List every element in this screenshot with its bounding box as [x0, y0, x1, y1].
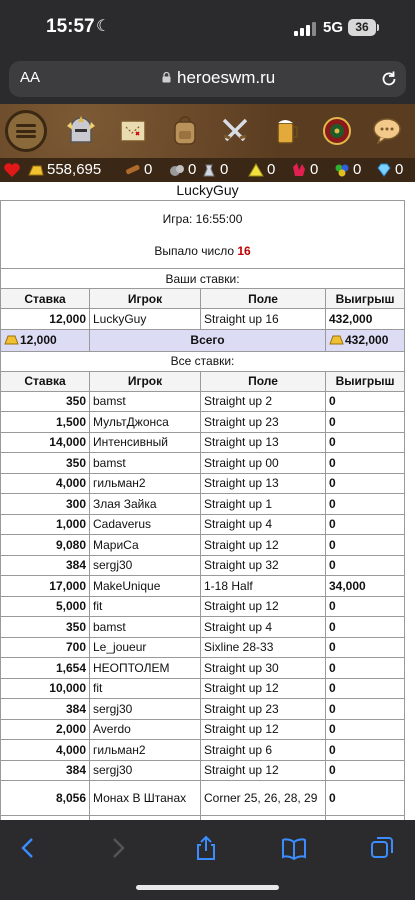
- bookmarks-icon[interactable]: [280, 834, 308, 862]
- crystals-icon: [290, 161, 308, 179]
- diamond-icon: [375, 161, 393, 179]
- forward-icon[interactable]: [104, 834, 132, 862]
- player-nick: LuckyGuy: [176, 182, 239, 198]
- bet-amount: 700: [1, 637, 90, 658]
- heart-icon: [3, 161, 21, 179]
- reload-icon[interactable]: [379, 69, 399, 89]
- total-bet: 12,000: [20, 333, 57, 347]
- table-row: [1, 535, 405, 556]
- bet-win: 0: [326, 596, 405, 617]
- table-row: [1, 412, 405, 433]
- backpack-icon[interactable]: [162, 108, 208, 154]
- signal-icon: [294, 22, 316, 36]
- wood-resource: [124, 160, 152, 180]
- bet-amount: 1,000: [1, 514, 90, 535]
- gems-icon: [333, 161, 351, 179]
- crystals-value: 0: [310, 161, 319, 178]
- bet-player[interactable]: sergj30: [90, 699, 201, 720]
- status-time: 15:57: [46, 16, 95, 37]
- back-icon[interactable]: [14, 834, 42, 862]
- bet-player[interactable]: гильман2: [90, 473, 201, 494]
- header-player: Игрок: [90, 289, 201, 309]
- bet-win: 0: [326, 719, 405, 740]
- bet-field: Straight up 23: [201, 412, 326, 433]
- table-row: [1, 514, 405, 535]
- bet-field: 1-18 Half: [201, 576, 326, 597]
- game-nav-bar: [0, 104, 415, 158]
- bet-field: Straight up 30: [201, 658, 326, 679]
- ore-resource: [168, 160, 196, 180]
- sulfur-value: 0: [267, 161, 276, 178]
- mercury-resource: [200, 160, 228, 180]
- bet-amount: 384: [1, 760, 90, 781]
- table-row: [1, 699, 405, 720]
- your-bets-title-row: [1, 269, 405, 289]
- bet-win: 0: [326, 391, 405, 412]
- bet-player[interactable]: Интенсивный: [90, 432, 201, 453]
- gold-icon: [329, 334, 344, 345]
- table-row: [1, 391, 405, 412]
- table-row: [1, 637, 405, 658]
- header-field: Поле: [201, 289, 326, 309]
- table-row: [1, 494, 405, 515]
- gold-icon: [4, 334, 19, 345]
- table-row: [1, 658, 405, 679]
- gold-icon: [27, 161, 45, 179]
- bet-amount: 4,000: [1, 473, 90, 494]
- bet-player[interactable]: LuckyGuy: [90, 309, 201, 330]
- bet-field: Straight up 1: [201, 494, 326, 515]
- bet-amount: 384: [1, 699, 90, 720]
- bet-player[interactable]: МультДжонса: [90, 412, 201, 433]
- status-bar: [0, 0, 415, 56]
- roulette-icon[interactable]: [314, 108, 360, 154]
- bet-amount: 350: [1, 617, 90, 638]
- ore-value: 0: [188, 161, 197, 178]
- bet-amount: 5,000: [1, 596, 90, 617]
- bet-amount: 350: [1, 453, 90, 474]
- bet-win: 0: [326, 494, 405, 515]
- bet-field: Straight up 23: [201, 699, 326, 720]
- table-row: [1, 473, 405, 494]
- bet-win: 0: [326, 699, 405, 720]
- home-indicator: [136, 885, 279, 890]
- diamonds-resource: [375, 160, 403, 180]
- roulette-table: [0, 200, 405, 837]
- bet-amount: 12,000: [1, 309, 90, 330]
- bet-field: Corner 25, 26, 28, 29: [201, 781, 326, 816]
- bet-amount: 2,000: [1, 719, 90, 740]
- bet-field: Straight up 32: [201, 555, 326, 576]
- bet-field: Straight up 4: [201, 617, 326, 638]
- gems-value: 0: [353, 161, 362, 178]
- bet-field: Straight up 12: [201, 760, 326, 781]
- lock-icon: [162, 72, 171, 83]
- bet-win: 0: [326, 432, 405, 453]
- total-win: 432,000: [345, 333, 389, 347]
- menu-icon[interactable]: [5, 110, 47, 152]
- bet-player[interactable]: bamst: [90, 453, 201, 474]
- bet-win: 432,000: [326, 309, 405, 330]
- all-bets-list: [1, 391, 405, 836]
- your-bets-header: [1, 289, 405, 309]
- bet-amount: 10,000: [1, 678, 90, 699]
- moon-icon: ☾: [96, 16, 111, 35]
- total-win-cell: [326, 329, 405, 351]
- resources-bar: [0, 158, 415, 182]
- table-row: [1, 781, 405, 816]
- url-domain: heroeswm.ru: [177, 68, 276, 87]
- total-row: [1, 329, 405, 351]
- header-bet: Ставка: [1, 371, 90, 391]
- bet-player[interactable]: Le_joueur: [90, 637, 201, 658]
- address-bar[interactable]: [9, 61, 406, 97]
- wood-icon: [124, 161, 142, 179]
- bet-amount: 8,056: [1, 781, 90, 816]
- bet-field: Straight up 13: [201, 473, 326, 494]
- bet-player[interactable]: MakeUnique: [90, 576, 201, 597]
- gems-resource: [333, 160, 361, 180]
- drop-number: 16: [237, 243, 251, 258]
- roulette-results-page: [0, 182, 415, 820]
- header-win: Выигрыш: [326, 371, 405, 391]
- bet-amount: 300: [1, 494, 90, 515]
- hp-indicator: [3, 160, 23, 180]
- bet-field: Straight up 12: [201, 596, 326, 617]
- all-bets-title-row: [1, 351, 405, 371]
- battery-tip: [377, 24, 379, 31]
- your-bet-row: [1, 309, 405, 330]
- map-scroll-icon[interactable]: [110, 108, 156, 154]
- game-info-row: [1, 201, 405, 269]
- bet-amount: 14,000: [1, 432, 90, 453]
- reader-settings-button[interactable]: AA: [20, 69, 41, 86]
- bet-field: Straight up 6: [201, 740, 326, 761]
- table-row: [1, 719, 405, 740]
- sulfur-icon: [247, 161, 265, 179]
- bet-win: 0: [326, 740, 405, 761]
- bet-amount: 350: [1, 391, 90, 412]
- bet-amount: 1,654: [1, 658, 90, 679]
- table-row: [1, 453, 405, 474]
- crossed-swords-icon[interactable]: [212, 108, 258, 154]
- bet-field: Straight up 12: [201, 678, 326, 699]
- gold-resource: [27, 160, 101, 180]
- all-bets-header: [1, 371, 405, 391]
- bet-win: 0: [326, 658, 405, 679]
- bet-win: 0: [326, 678, 405, 699]
- table-row: [1, 617, 405, 638]
- header-player: Игрок: [90, 371, 201, 391]
- bet-field: Straight up 12: [201, 535, 326, 556]
- bet-field: Straight up 16: [201, 309, 326, 330]
- tavern-beer-icon[interactable]: [264, 108, 310, 154]
- battery-icon: 36: [348, 19, 376, 36]
- crystals-resource: [290, 160, 318, 180]
- mercury-icon: [200, 161, 218, 179]
- tabs-icon[interactable]: [368, 834, 396, 862]
- table-row: [1, 760, 405, 781]
- network-label: 5G: [323, 19, 344, 36]
- bet-win: 0: [326, 637, 405, 658]
- all-bets-title: Все ставки:: [1, 351, 405, 371]
- bet-player[interactable]: bamst: [90, 391, 201, 412]
- drop-label: Выпало число: [154, 243, 235, 258]
- bet-player[interactable]: sergj30: [90, 760, 201, 781]
- bet-win: 0: [326, 412, 405, 433]
- bet-player[interactable]: bamst: [90, 617, 201, 638]
- bet-amount: 384: [1, 555, 90, 576]
- total-label: Всего: [90, 329, 326, 351]
- knight-helmet-icon[interactable]: [58, 108, 104, 154]
- header-win: Выигрыш: [326, 289, 405, 309]
- table-row: [1, 740, 405, 761]
- bet-win: 0: [326, 760, 405, 781]
- bet-amount: 4,000: [1, 740, 90, 761]
- bet-win: 0: [326, 555, 405, 576]
- game-time: Игра: 16:55:00: [162, 211, 243, 226]
- bet-win: 0: [326, 781, 405, 816]
- sulfur-resource: [247, 160, 275, 180]
- your-bets-title: Ваши ставки:: [1, 269, 405, 289]
- bet-amount: 1,500: [1, 412, 90, 433]
- total-bet-cell: [1, 329, 90, 351]
- header-field: Поле: [201, 371, 326, 391]
- mercury-value: 0: [220, 161, 229, 178]
- chat-bubbles-icon[interactable]: [364, 108, 410, 154]
- bet-win: 0: [326, 453, 405, 474]
- table-row: [1, 596, 405, 617]
- header-bet: Ставка: [1, 289, 90, 309]
- bet-amount: 17,000: [1, 576, 90, 597]
- bet-amount: 9,080: [1, 535, 90, 556]
- drop-result: [4, 242, 401, 260]
- bet-player[interactable]: гильман2: [90, 740, 201, 761]
- bet-win: 0: [326, 535, 405, 556]
- bet-player[interactable]: Монах В Штанах: [90, 781, 201, 816]
- ore-icon: [168, 161, 186, 179]
- browser-chrome: [0, 56, 415, 104]
- gold-value: 558,695: [47, 161, 102, 178]
- table-row: [1, 576, 405, 597]
- bet-field: Straight up 4: [201, 514, 326, 535]
- share-icon[interactable]: [192, 834, 220, 862]
- bet-win: 34,000: [326, 576, 405, 597]
- bet-player[interactable]: sergj30: [90, 555, 201, 576]
- diamonds-value: 0: [395, 161, 404, 178]
- bet-field: Sixline 28-33: [201, 637, 326, 658]
- bet-player[interactable]: fit: [90, 678, 201, 699]
- bet-field: Straight up 2: [201, 391, 326, 412]
- bet-player[interactable]: НЕОПТОЛЕМ: [90, 658, 201, 679]
- table-row: [1, 555, 405, 576]
- bet-player[interactable]: fit: [90, 596, 201, 617]
- bet-player[interactable]: Averdo: [90, 719, 201, 740]
- bet-field: Straight up 13: [201, 432, 326, 453]
- bet-field: Straight up 12: [201, 719, 326, 740]
- table-row: [1, 678, 405, 699]
- bet-player[interactable]: Злая Зайка: [90, 494, 201, 515]
- table-row: [1, 432, 405, 453]
- bet-field: Straight up 00: [201, 453, 326, 474]
- game-info-cell: [1, 201, 405, 269]
- bet-win: 0: [326, 514, 405, 535]
- bet-win: 0: [326, 617, 405, 638]
- bet-win: 0: [326, 473, 405, 494]
- wood-value: 0: [144, 161, 153, 178]
- bet-player[interactable]: Cadaverus: [90, 514, 201, 535]
- bet-player[interactable]: МариСа: [90, 535, 201, 556]
